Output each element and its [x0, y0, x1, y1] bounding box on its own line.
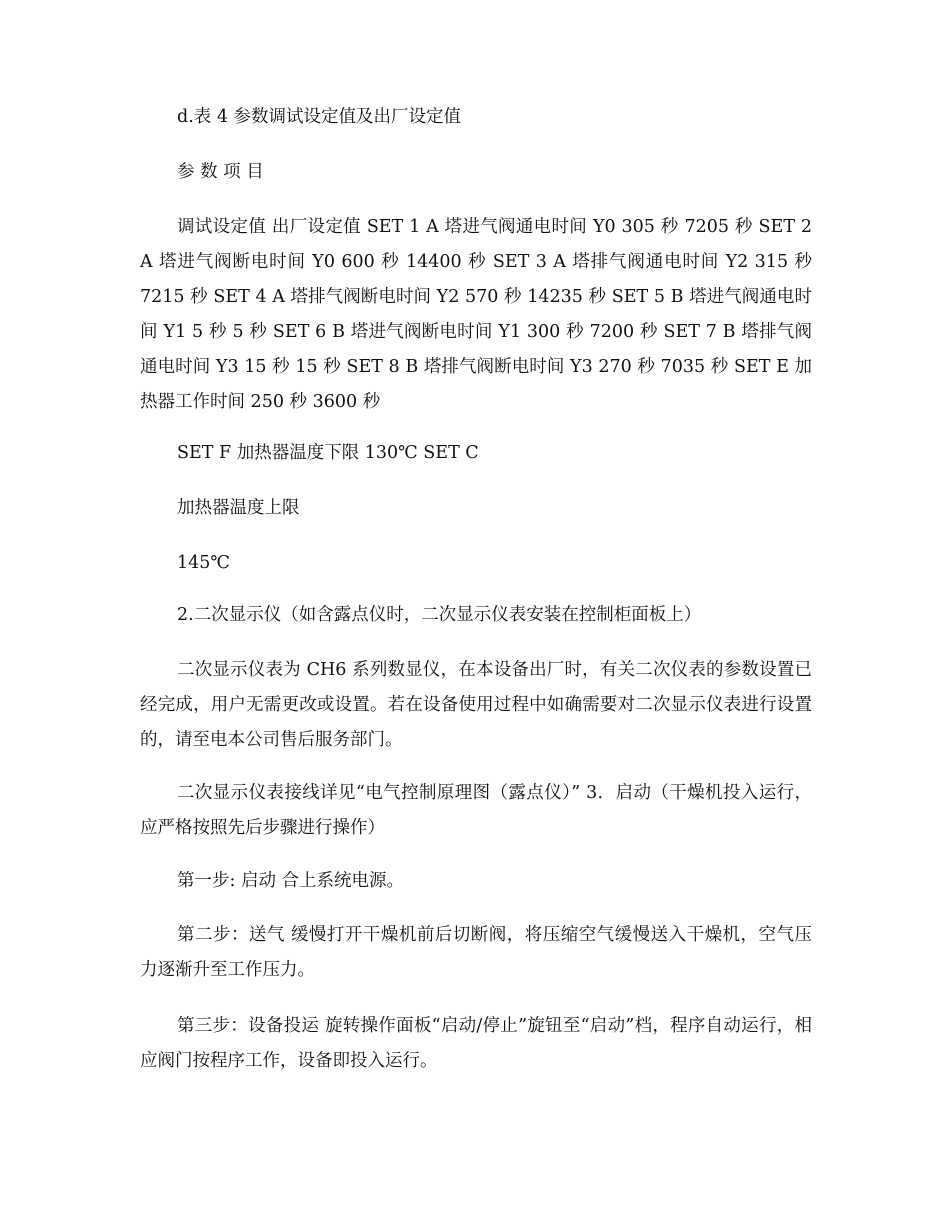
step-three: 第三步：设备投运 旋转操作面板“启动/停止”旋钮至“启动”档，程序自动运行，相应阀门按程序工作，设备即投入运行。 [140, 1016, 812, 1071]
secondary-display-description: 二次显示仪表为 CH6 系列数显仪，在本设备出厂时，有关二次仪表的参数设置已经完成，用户无需更改或设置。若在设备使用过程中如确需要对二次显示仪表进行设置的，请至电本公司售后服务部门。 [140, 660, 812, 750]
section-heading-secondary-display: 2.二次显示仪（如含露点仪时，二次显示仪表安装在控制柜面板上） [177, 605, 702, 625]
table-caption: d.表 4 参数调试设定值及出厂设定值 [177, 107, 462, 127]
heater-lower-limit: SET F 加热器温度下限 130℃ SET C [177, 443, 479, 463]
step-one: 第一步: 启动 合上系统电源。 [177, 871, 405, 891]
step-two: 第二步：送气 缓慢打开干燥机前后切断阀，将压缩空气缓慢送入干燥机，空气压力逐渐升至工作压力。 [140, 925, 812, 980]
wiring-and-startup-heading: 二次显示仪表接线详见“电气控制原理图（露点仪）” 3．启动（干燥机投入运行，应严格按照先后步骤进行操作） [140, 783, 812, 838]
parameter-settings-text: 调试设定值 出厂设定值 SET 1 A 塔进气阀通电时间 Y0 305 秒 7205 秒 SET 2 A 塔进气阀断电时间 Y0 600 秒 14400 秒 SET 3 A 塔排气阀通电时间 Y2 315 秒 7215 秒 SET 4 A 塔排气阀断电时间 Y2 570 秒 14235 秒 SET 5 B 塔进气阀通电时间 Y1 5 秒 5 秒 SET 6 B 塔进气阀断电时间 Y1 300 秒 7200 秒 SET 7 B 塔排气阀通电时间 Y3 15 秒 15 秒 SET 8 B 塔排气阀断电时间 Y3 270 秒 7035 秒 SET E 加热器工作时间 250 秒 3600 秒 [140, 217, 812, 412]
parameter-item-heading: 参 数 项 目 [177, 162, 264, 182]
heater-upper-limit-value: 145℃ [177, 553, 230, 573]
heater-upper-limit-label: 加热器温度上限 [177, 498, 300, 518]
